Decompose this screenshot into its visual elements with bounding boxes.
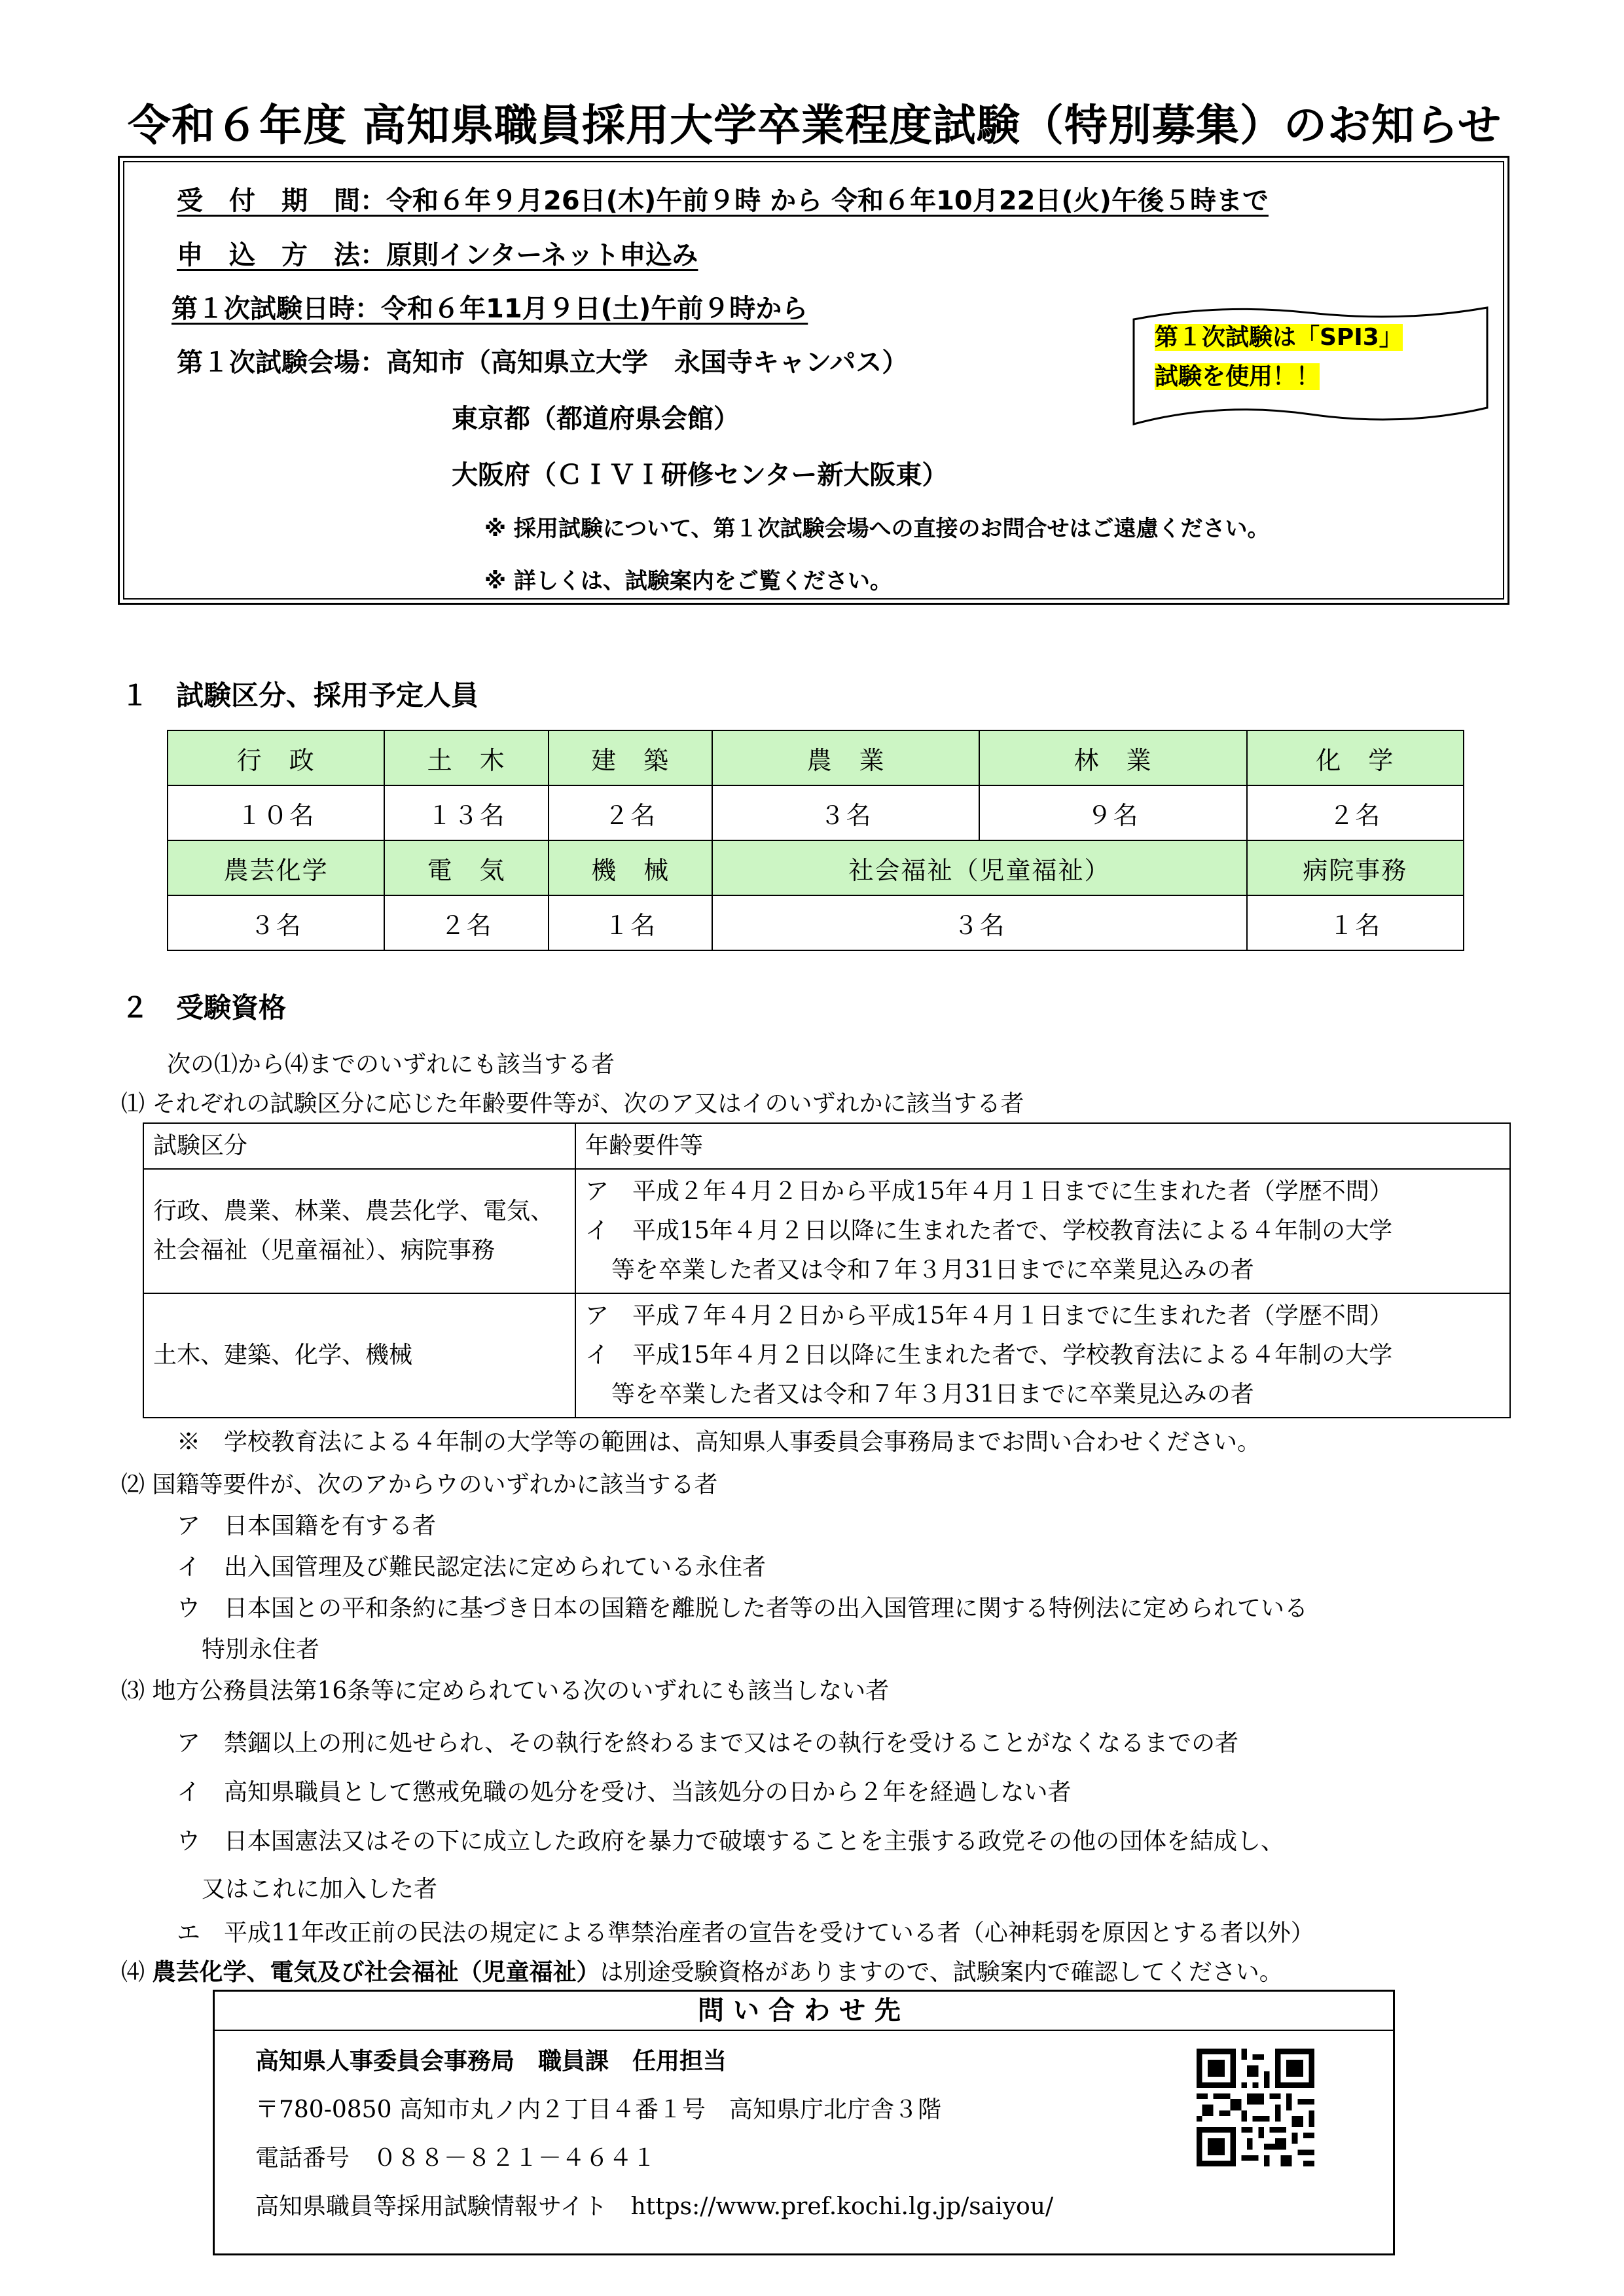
category-header: 建 築 bbox=[549, 730, 713, 785]
method-label: 申 込 方 法 bbox=[177, 240, 360, 270]
quota-value: １名 bbox=[549, 895, 713, 950]
quota-value: １名 bbox=[1247, 895, 1464, 950]
contact-address: 〒780-0850 高知市丸ノ内２丁目４番１号 高知県庁北庁舎３階 bbox=[255, 2096, 941, 2123]
contact-heading: 問い合わせ先 bbox=[215, 1992, 1393, 2031]
age-cell bbox=[575, 1293, 1510, 1418]
item4-prefix: ⑷ bbox=[121, 1959, 153, 1986]
col-header: 年齢要件等 bbox=[575, 1123, 1510, 1169]
venue-2: 東京都（都道府県会館） bbox=[452, 404, 740, 434]
item2-i: イ 出入国管理及び難民認定法に定められている永住者 bbox=[177, 1554, 767, 1581]
quota-value: ２名 bbox=[549, 785, 713, 840]
period-label: 受 付 期 間 bbox=[177, 186, 360, 216]
age-line: 等を卒業した者又は令和７年３月31日までに卒業見込みの者 bbox=[611, 1257, 1254, 1283]
info-note-1: ※ 採用試験について、第１次試験会場への直接のお問合せはご遠慮ください。 bbox=[484, 516, 1270, 542]
category-header: 林 業 bbox=[979, 730, 1246, 785]
section1-heading: １ 試験区分、採用予定人員 bbox=[121, 679, 479, 711]
quota-value: ３名 bbox=[712, 895, 1246, 950]
item2-a: ア 日本国籍を有する者 bbox=[177, 1513, 437, 1539]
age-line: イ 平成15年４月２日以降に生まれた者で、学校教育法による４年制の大学 bbox=[585, 1342, 1393, 1369]
category-line: 行政、農業、林業、農芸化学、電気、 bbox=[153, 1198, 554, 1225]
item4-bold: 農芸化学、電気及び社会福祉（児童福祉） bbox=[152, 1959, 600, 1986]
quota-value: ９名 bbox=[979, 785, 1246, 840]
contact-site: 高知県職員等採用試験情報サイト https://www.pref.kochi.lg.jp/saiyou/ bbox=[255, 2193, 1054, 2220]
item3: ⑶ 地方公務員法第16条等に定められている次のいずれにも該当しない者 bbox=[121, 1677, 890, 1704]
category-line: 社会福祉（児童福祉）、病院事務 bbox=[153, 1237, 496, 1264]
venue-1: 高知市（高知県立大学 永国寺キャンパス） bbox=[386, 348, 909, 378]
info-note-2: ※ 詳しくは、試験案内をご覧ください。 bbox=[484, 568, 892, 594]
venue-row: 第１次試験会場：高知市（高知県立大学 永国寺キャンパス） bbox=[177, 348, 909, 378]
item3-u-1: ウ 日本国憲法又はその下に成立した政府を暴力で破壊することを主張する政党その他の団体を結成し、 bbox=[177, 1828, 1285, 1855]
category-header: 電 気 bbox=[384, 840, 549, 895]
col-header: 試験区分 bbox=[143, 1123, 575, 1169]
section2-heading: ２ 受験資格 bbox=[121, 992, 287, 1024]
contact-office: 高知県人事委員会事務局 職員課 任用担当 bbox=[255, 2048, 727, 2075]
age-line: ア 平成２年４月２日から平成15年４月１日までに生まれた者（学歴不問） bbox=[585, 1178, 1393, 1205]
item2: ⑵ 国籍等要件が、次のアからウのいずれかに該当する者 bbox=[121, 1471, 718, 1498]
age-line: ア 平成７年４月２日から平成15年４月１日までに生まれた者（学歴不問） bbox=[585, 1302, 1393, 1329]
item2-u-1: ウ 日本国との平和条約に基づき日本の国籍を離脱した者等の出入国管理に関する特例法に定められている bbox=[177, 1595, 1308, 1622]
item3-i: イ 高知県職員として懲戒免職の処分を受け、当該処分の日から２年を経過しない者 bbox=[177, 1779, 1072, 1806]
category-header: 機 械 bbox=[549, 840, 713, 895]
table-note: ※ 学校教育法による４年制の大学等の範囲は、高知県人事委員会事務局までお問い合わせください。 bbox=[177, 1429, 1261, 1456]
age-table bbox=[143, 1122, 1511, 1418]
item4 bbox=[121, 1954, 1283, 1987]
category-header: 化 学 bbox=[1247, 730, 1464, 785]
exam-date-label: 第１次試験日時 bbox=[171, 294, 355, 324]
quota-value: ２名 bbox=[384, 895, 549, 950]
category-header: 行 政 bbox=[168, 730, 384, 785]
item2-u-2: 特別永住者 bbox=[202, 1636, 320, 1663]
age-line: 等を卒業した者又は令和７年３月31日までに卒業見込みの者 bbox=[611, 1381, 1254, 1408]
venue-3: 大阪府（ＣＩＶＩ研修センター新大阪東） bbox=[452, 460, 948, 490]
exam-date-row: 第１次試験日時：令和６年11月９日(土)午前９時から bbox=[171, 294, 808, 324]
page-title: 令和６年度 高知県職員採用大学卒業程度試験（特別募集）のお知らせ bbox=[128, 100, 1502, 151]
quota-value: ２名 bbox=[1247, 785, 1464, 840]
item4-rest: は別途受験資格がありますので、試験案内で確認してください。 bbox=[600, 1959, 1283, 1986]
category-header: 農芸化学 bbox=[168, 840, 384, 895]
spi3-callout bbox=[1127, 300, 1494, 431]
period-row: 受 付 期 間：令和６年９月26日(木)午前９時 から 令和６年10月22日(火)午後５時まで bbox=[177, 186, 1269, 216]
quota-table bbox=[167, 730, 1464, 951]
section2-intro: 次の⑴から⑷までのいずれにも該当する者 bbox=[167, 1051, 615, 1078]
method-row: 申 込 方 法：原則インターネット申込み bbox=[177, 240, 698, 270]
callout-line-1: 第１次試験は「SPI3」 bbox=[1155, 324, 1403, 351]
callout-line-2: 試験を使用！！ bbox=[1155, 363, 1320, 390]
category-cell bbox=[143, 1169, 575, 1293]
age-line: イ 平成15年４月２日以降に生まれた者で、学校教育法による４年制の大学 bbox=[585, 1217, 1393, 1244]
venue-label: 第１次試験会場 bbox=[177, 348, 360, 378]
qr-code-icon[interactable] bbox=[1197, 2049, 1314, 2166]
category-header: 病院事務 bbox=[1247, 840, 1464, 895]
quota-value: １３名 bbox=[384, 785, 549, 840]
item3-e: エ 平成11年改正前の民法の規定による準禁治産者の宣告を受けている者（心神耗弱を原因とする者以外） bbox=[177, 1920, 1314, 1946]
item3-u-2: 又はこれに加入した者 bbox=[202, 1876, 438, 1903]
item1: ⑴ それぞれの試験区分に応じた年齢要件等が、次のア又はイのいずれかに該当する者 bbox=[121, 1090, 1024, 1117]
age-cell bbox=[575, 1169, 1510, 1293]
category-header: 農 業 bbox=[712, 730, 979, 785]
quota-value: ３名 bbox=[712, 785, 979, 840]
item3-a: ア 禁錮以上の刑に処せられ、その執行を終わるまで又はその執行を受けることがなくなるまでの者 bbox=[177, 1730, 1239, 1757]
contact-phone: 電話番号 ０８８－８２１－４６４１ bbox=[255, 2145, 657, 2172]
category-cell: 土木、建築、化学、機械 bbox=[143, 1293, 575, 1418]
category-header: 土 木 bbox=[384, 730, 549, 785]
period-value: 令和６年９月26日(木)午前９時 から 令和６年10月22日(火)午後５時まで bbox=[386, 186, 1269, 216]
quota-value: ３名 bbox=[168, 895, 384, 950]
method-value: 原則インターネット申込み bbox=[386, 240, 698, 270]
category-header: 社会福祉（児童福祉） bbox=[712, 840, 1246, 895]
quota-value: １０名 bbox=[168, 785, 384, 840]
exam-date-value: 令和６年11月９日(土)午前９時から bbox=[381, 294, 808, 324]
